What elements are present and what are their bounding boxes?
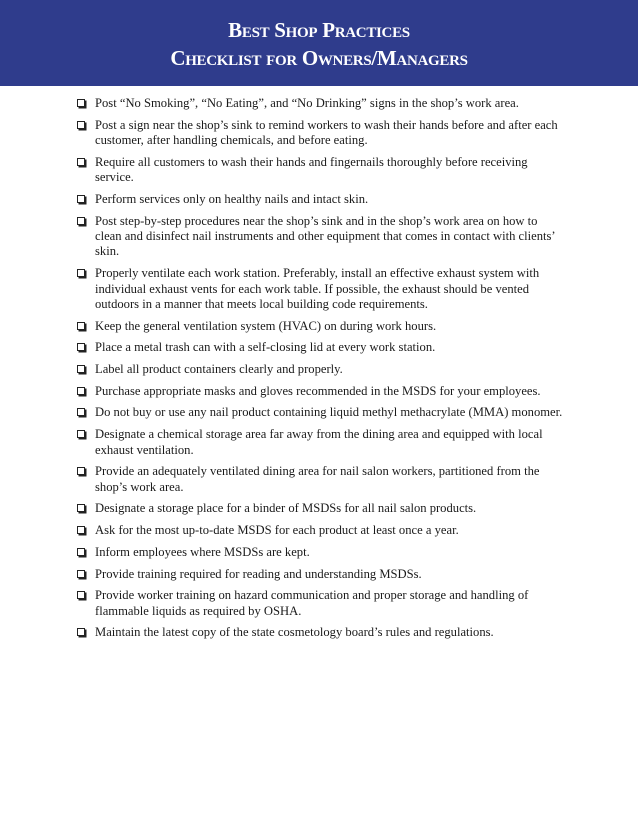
checkbox-icon [77,591,85,599]
page-subtitle: Checklist for Owners/Managers [170,46,468,70]
checklist-item-text: Properly ventilate each work station. Preferably, install an effective exhaust system with individual exhaust vents for each work table. If possible, the exhaust should be vented outdoors in a manner that meets local building code requirements. [95,266,540,311]
checklist-item-text: Provide an adequately ventilated dining area for nail salon workers, partitioned from the shop’s work area. [95,464,540,494]
checklist-item [76,118,566,149]
checklist-item [76,464,566,495]
checklist-item-text: Designate a chemical storage area far away from the dining area and equipped with local exhaust ventilation. [95,427,543,457]
checkbox-icon [77,628,85,636]
checkbox-icon [77,467,85,475]
checklist-item [76,567,566,582]
checkbox-icon [77,121,85,129]
checklist-item-text: Post a sign near the shop’s sink to remind workers to wash their hands before and after each customer, after handling chemicals, and before eating. [95,117,558,148]
checkbox-icon [77,195,85,203]
checklist-item [76,155,566,186]
checklist-item [76,625,566,640]
checklist-item [76,545,566,560]
checklist-item-text: Place a metal trash can with a self-closing lid at every work station. [95,340,436,355]
title-banner [0,0,638,86]
checklist-item-text: Ask for the most up-to-date MSDS for each product at least once a year. [95,523,459,538]
checkbox-icon [77,430,85,438]
checklist-item [76,214,566,260]
checkbox-icon [77,158,85,166]
checklist-item [76,501,566,516]
checklist-item-text: Label all product containers clearly and properly. [95,362,343,377]
checklist-item-text: Inform employees where MSDSs are kept. [95,544,310,559]
checkbox-icon [77,217,85,225]
checklist-item-text: Provide worker training on hazard communication and proper storage and handling of flammable liquids as required by OSHA. [95,588,529,618]
checklist-item [76,96,566,111]
checkbox-icon [77,343,85,351]
checklist-item-text: Purchase appropriate masks and gloves recommended in the MSDS for your employees. [95,383,541,398]
checklist-item-text: Do not buy or use any nail product containing liquid methyl methacrylate (MMA) monomer. [95,405,563,420]
checklist-item [76,588,566,619]
checklist-item-text: Keep the general ventilation system (HVAC) on during work hours. [95,318,437,333]
checklist-item [76,405,566,420]
checkbox-icon [77,504,85,512]
checklist-item-text: Provide training required for reading and understanding MSDSs. [95,566,422,581]
checkbox-icon [77,548,85,556]
checklist-item [76,266,566,312]
checklist-item-text: Post step-by-step procedures near the shop’s sink and in the shop’s work area on how to clean and disinfect nail instruments and other equipment that comes in contact with clients’ skin. [95,213,555,259]
checkbox-icon [77,408,85,416]
checkbox-icon [77,570,85,578]
checklist-item-text: Perform services only on healthy nails and intact skin. [95,191,369,206]
checklist-item-text: Require all customers to wash their hands and fingernails thoroughly before receiving service. [95,154,528,185]
checklist-item [76,340,566,355]
checklist-item [76,319,566,334]
checklist-item-text: Post “No Smoking”, “No Eating”, and “No Drinking” signs in the shop’s work area. [95,96,519,110]
checklist-item [76,362,566,377]
checkbox-icon [77,387,85,395]
page-title: Best Shop Practices [228,18,410,42]
checkbox-icon [77,365,85,373]
checklist [76,96,566,647]
checklist-item-text: Maintain the latest copy of the state cosmetology board’s rules and regulations. [95,625,494,640]
checklist-item [76,192,566,207]
checkbox-icon [77,526,85,534]
checkbox-icon [77,322,85,330]
checklist-item [76,523,566,538]
checklist-item [76,384,566,399]
checkbox-icon [77,269,85,277]
checklist-item [76,427,566,458]
checkbox-icon [77,99,85,107]
checklist-item-text: Designate a storage place for a binder of MSDSs for all nail salon products. [95,501,477,516]
